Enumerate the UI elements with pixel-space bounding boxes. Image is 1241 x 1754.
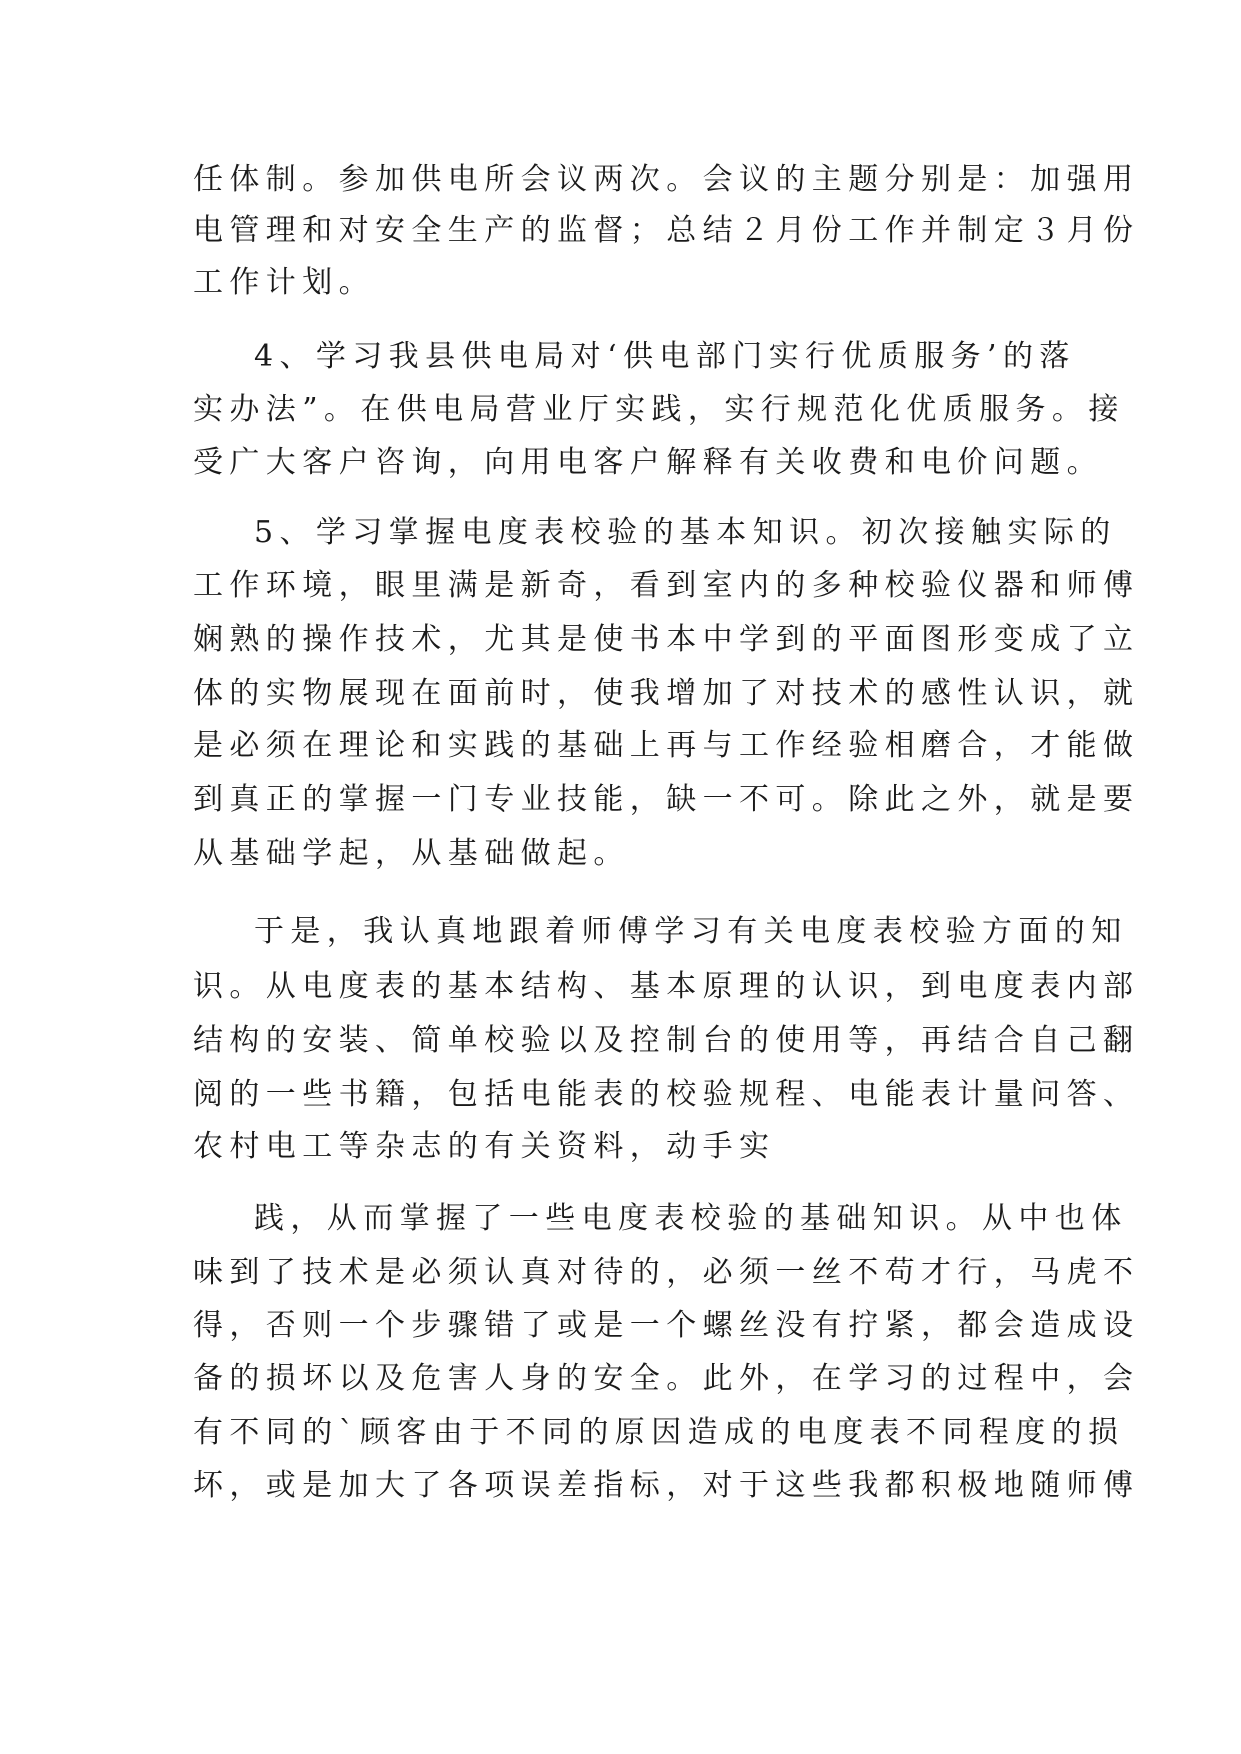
text-line: 任体制。参加供电所会议两次。会议的主题分别是：加强用 — [193, 162, 1140, 197]
paragraph-line: 于是，我认真地跟着师傅学习有关电度表校验方面的知 — [254, 914, 1128, 949]
text-line: 坏，或是加大了各项误差指标，对于这些我都积极地随师傅 — [193, 1468, 1140, 1503]
text-line: 实办法”。在供电局营业厅实践，实行规范化优质服务。接 — [193, 392, 1125, 427]
text-line: 工作环境，眼里满是新奇，看到室内的多种校验仪器和师傅 — [193, 568, 1140, 603]
text-line: 识。从电度表的基本结构、基本原理的认识，到电度表内部 — [193, 969, 1140, 1004]
text-line: 农村电工等杂志的有关资料，动手实 — [193, 1129, 776, 1164]
text-line: 娴熟的操作技术，尤其是使书本中学到的平面图形变成了立 — [193, 622, 1140, 657]
text-line: 从基础学起，从基础做起。 — [193, 836, 630, 871]
text-line: 味到了技术是必须认真对待的，必须一丝不苟才行，马虎不 — [193, 1255, 1140, 1290]
paragraph-line: 践，从而掌握了一些电度表校验的基础知识。从中也体 — [254, 1201, 1128, 1236]
text-line: 是必须在理论和实践的基础上再与工作经验相磨合，才能做 — [193, 728, 1140, 763]
text-line: 受广大客户咨询，向用电客户解释有关收费和电价问题。 — [193, 445, 1103, 480]
paragraph-line: 5、学习掌握电度表校验的基本知识。初次接触实际的 — [254, 515, 1117, 550]
text-line: 工作计划。 — [193, 265, 375, 300]
text-line: 结构的安装、简单校验以及控制台的使用等，再结合自己翻 — [193, 1023, 1140, 1058]
text-line: 体的实物展现在面前时，使我增加了对技术的感性认识，就 — [193, 676, 1140, 711]
paragraph-line: 4、学习我县供电局对‘供电部门实行优质服务’的落 — [254, 339, 1076, 374]
text-line: 得，否则一个步骤错了或是一个螺丝没有拧紧，都会造成设 — [193, 1308, 1140, 1343]
text-line: 电管理和对安全生产的监督；总结２月份工作并制定３月份 — [193, 213, 1140, 248]
text-line: 备的损坏以及危害人身的安全。此外，在学习的过程中，会 — [193, 1361, 1140, 1396]
text-line: 有不同的`顾客由于不同的原因造成的电度表不同程度的损 — [193, 1415, 1125, 1450]
text-line: 阅的一些书籍，包括电能表的校验规程、电能表计量问答、 — [193, 1077, 1140, 1112]
text-line: 到真正的掌握一门专业技能，缺一不可。除此之外，就是要 — [193, 782, 1140, 817]
